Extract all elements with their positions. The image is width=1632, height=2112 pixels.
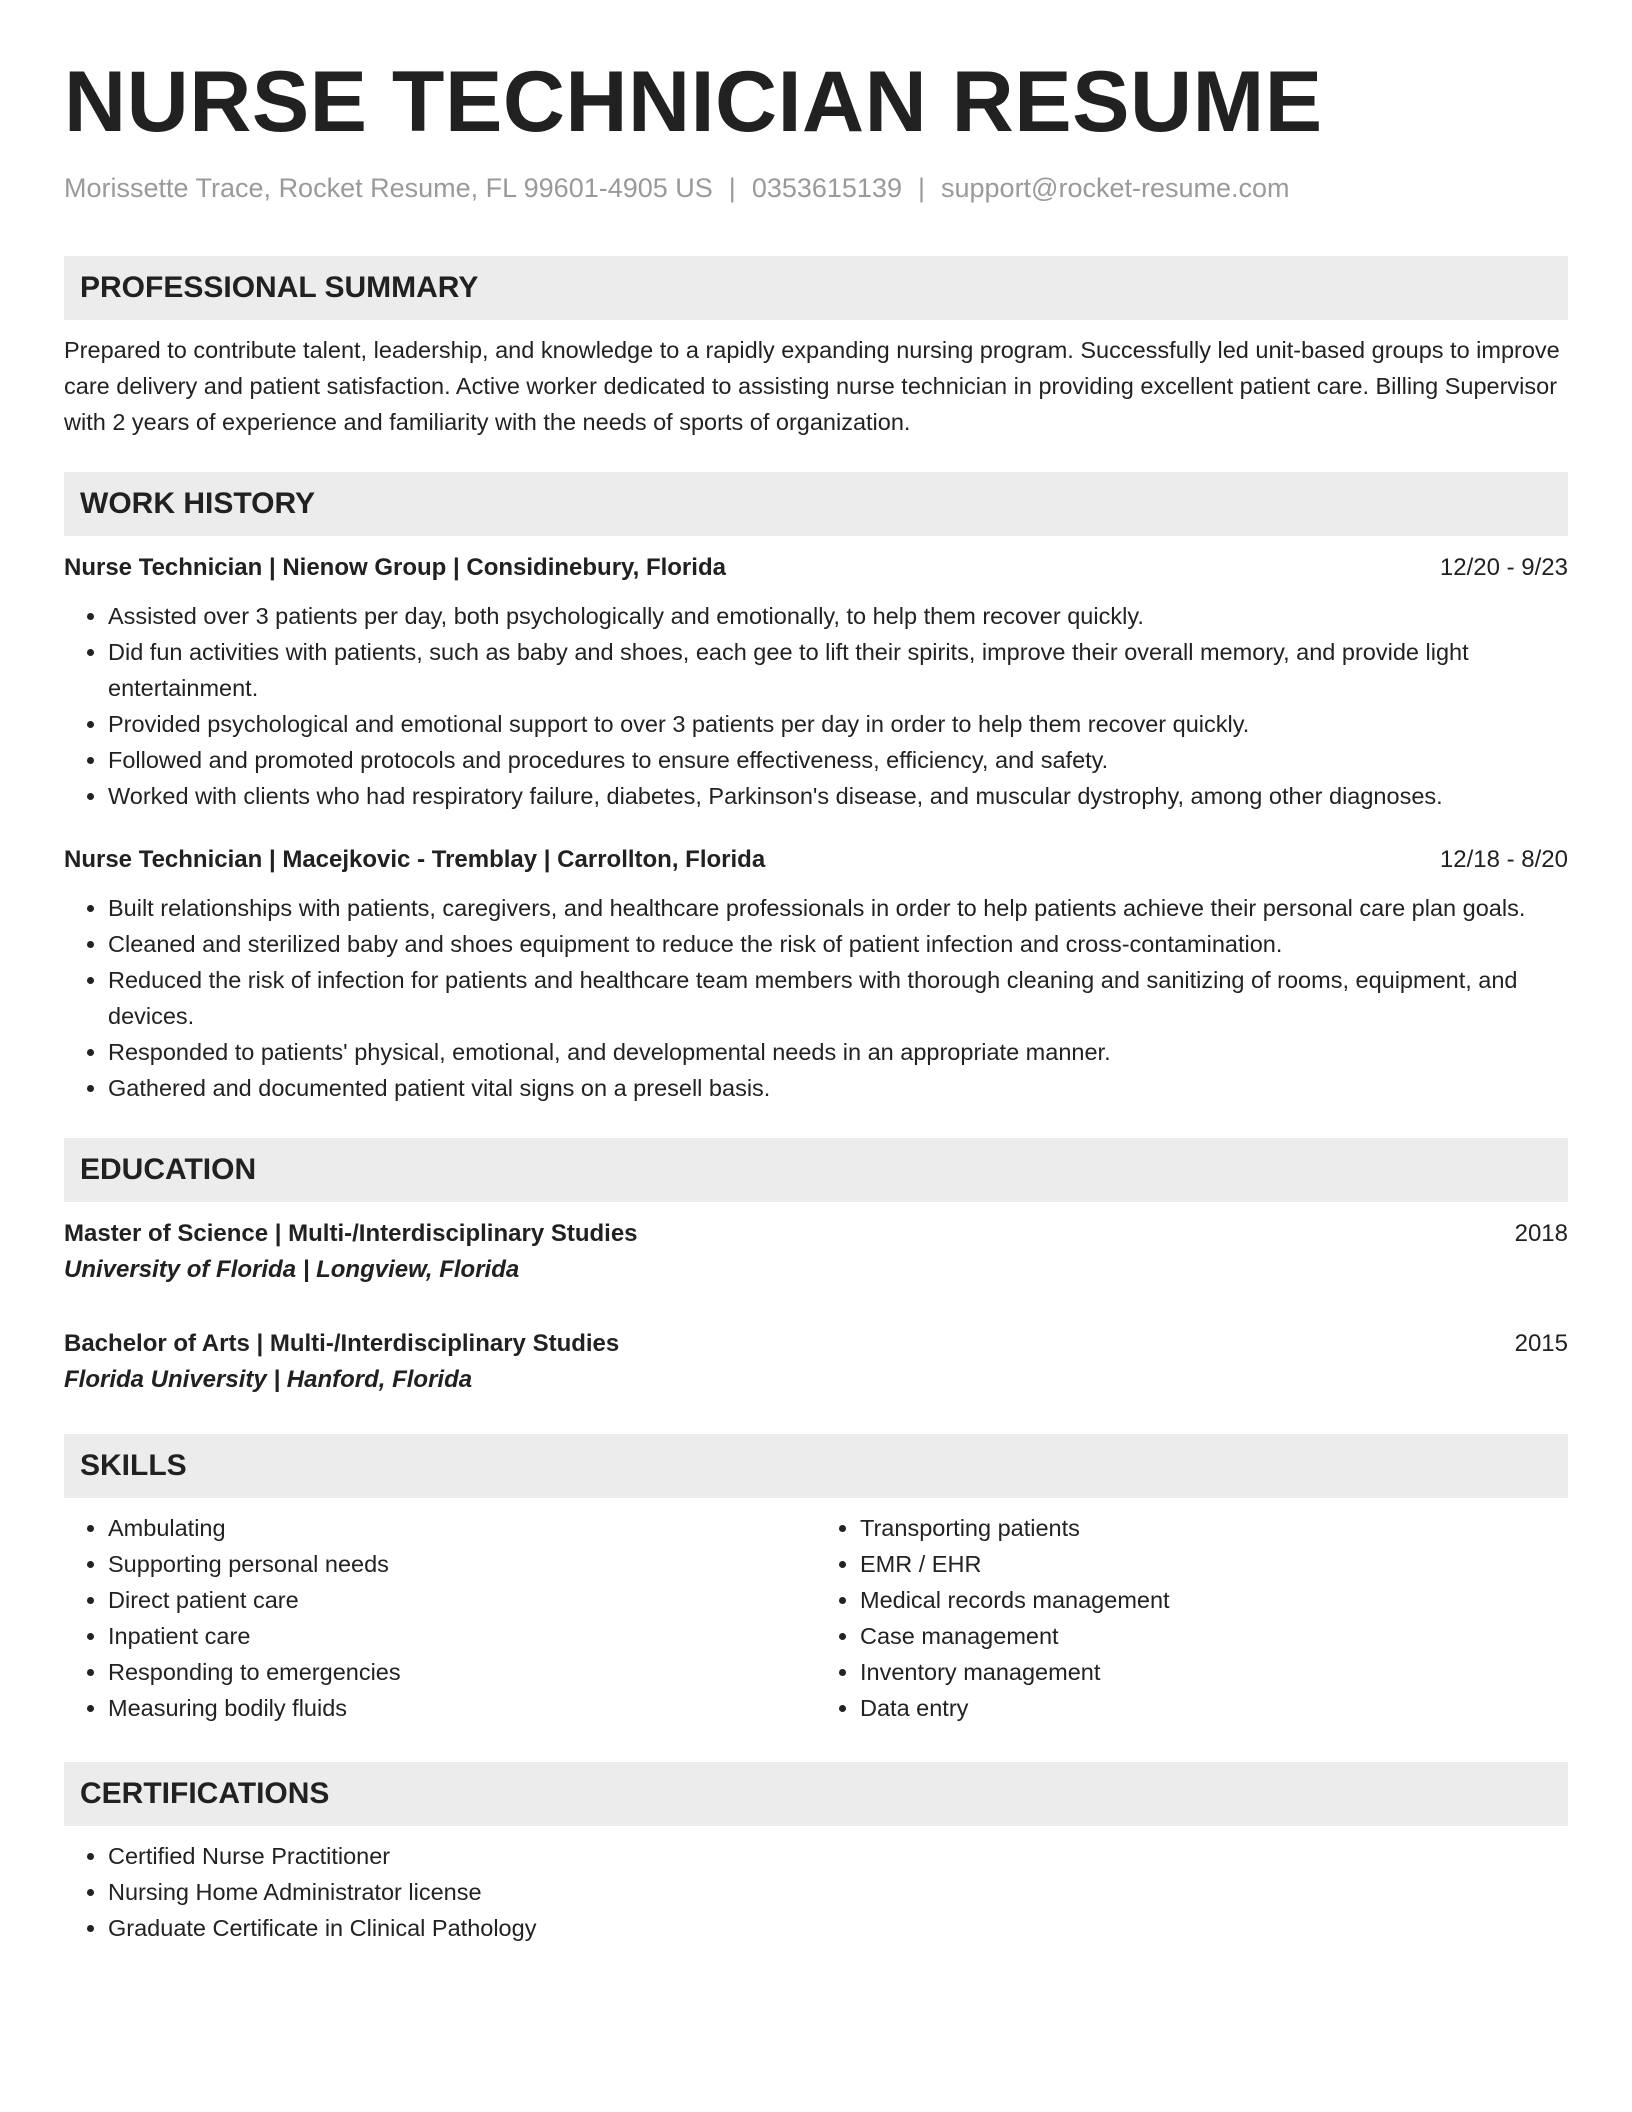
skill-item: • Inpatient care (108, 1618, 816, 1654)
education-entry (64, 1326, 1568, 1398)
education-school: Florida University | Hanford, Florida (64, 1366, 473, 1393)
certifications-section-header (64, 1762, 1568, 1826)
job-bullet: • Built relationships with patients, caregivers, and healthcare professionals in order to help patients achieve their personal care plan goals. (108, 890, 1568, 926)
skills-column-left (64, 1510, 816, 1726)
skill-item: • Case management (860, 1618, 1568, 1654)
job-bullet: • Gathered and documented patient vital signs on a presell basis. (108, 1070, 1568, 1106)
job-bullet: • Did fun activities with patients, such as baby and shoes, each gee to lift their spirits, improve their overall memory, and provide light entertainment. (108, 634, 1568, 706)
job-entry (64, 842, 1568, 1106)
certifications-heading: CERTIFICATIONS (80, 1777, 330, 1810)
summary-text: Prepared to contribute talent, leadership, and knowledge to a rapidly expanding nursing program. Successfully led unit-based groups to improve care delivery and patient satisfaction. Active worker dedicated to assisting nurse technician in providing excellent patient care. Billing Supervisor with 2 years of experience and familiarity with the needs of sports of organization. (64, 337, 1560, 435)
education-degree: Bachelor of Arts | Multi-/Interdisciplinary Studies (64, 1330, 620, 1357)
skill-item: • EMR / EHR (860, 1546, 1568, 1582)
job-bullet: • Provided psychological and emotional support to over 3 patients per day in order to help them recover quickly. (108, 706, 1568, 742)
skill-item: • Supporting personal needs (108, 1546, 816, 1582)
education-year: 2015 (1514, 1330, 1568, 1357)
education-section-header (64, 1138, 1568, 1202)
contact-phone: 0353615139 (751, 173, 902, 203)
skill-item: • Ambulating (108, 1510, 816, 1546)
certification-item: • Graduate Certificate in Clinical Pathology (108, 1910, 1568, 1946)
job-bullets (64, 598, 1568, 814)
certifications-list (64, 1838, 1568, 1946)
summary-heading: PROFESSIONAL SUMMARY (80, 271, 479, 304)
education-school: University of Florida | Longview, Florida (64, 1256, 520, 1283)
skill-item: • Transporting patients (860, 1510, 1568, 1546)
education-heading: EDUCATION (80, 1153, 257, 1186)
education-degree: Master of Science | Multi-/Interdisciplinary Studies (64, 1220, 638, 1247)
contact-separator: | (728, 173, 736, 203)
education-entry (64, 1216, 1568, 1288)
job-bullet: • Responded to patients' physical, emotional, and developmental needs in an appropriate manner. (108, 1034, 1568, 1070)
job-bullet: • Reduced the risk of infection for patients and healthcare team members with thorough cleaning and sanitizing of rooms, equipment, and devices. (108, 962, 1568, 1034)
skill-item: • Responding to emergencies (108, 1654, 816, 1690)
resume-title: NURSE TECHNICIAN RESUME (64, 54, 1323, 150)
contact-separator: | (917, 173, 925, 203)
skill-item: • Direct patient care (108, 1582, 816, 1618)
job-title: Nurse Technician | Nienow Group | Considinebury, Florida (64, 554, 726, 581)
work-section-header (64, 472, 1568, 536)
contact-line (64, 170, 1568, 206)
skill-item: • Measuring bodily fluids (108, 1690, 816, 1726)
skill-item: • Inventory management (860, 1654, 1568, 1690)
job-entry (64, 550, 1568, 814)
education-year: 2018 (1514, 1220, 1568, 1247)
certification-item: • Certified Nurse Practitioner (108, 1838, 1568, 1874)
summary-section-header (64, 256, 1568, 320)
job-bullet: • Worked with clients who had respiratory failure, diabetes, Parkinson's disease, and muscular dystrophy, among other diagnoses. (108, 778, 1568, 814)
job-bullet: • Cleaned and sterilized baby and shoes equipment to reduce the risk of patient infection and cross-contamination. (108, 926, 1568, 962)
skill-item: • Data entry (860, 1690, 1568, 1726)
contact-address: Morissette Trace, Rocket Resume, FL 99601-4905 US (64, 173, 713, 203)
certification-item: • Nursing Home Administrator license (108, 1874, 1568, 1910)
skills-list (64, 1510, 1568, 1726)
job-bullet: • Assisted over 3 patients per day, both psychologically and emotionally, to help them recover quickly. (108, 598, 1568, 634)
work-heading: WORK HISTORY (80, 487, 316, 520)
job-dates: 12/18 - 8/20 (1439, 846, 1568, 873)
job-dates: 12/20 - 9/23 (1439, 554, 1568, 581)
contact-email[interactable]: support@rocket-resume.com (941, 173, 1290, 203)
job-bullets (64, 890, 1568, 1106)
skills-heading: SKILLS (80, 1449, 187, 1482)
skills-column-right (816, 1510, 1568, 1726)
job-bullet: • Followed and promoted protocols and procedures to ensure effectiveness, efficiency, and safety. (108, 742, 1568, 778)
skills-section-header (64, 1434, 1568, 1498)
skill-item: • Medical records management (860, 1582, 1568, 1618)
job-title: Nurse Technician | Macejkovic - Tremblay | Carrollton, Florida (64, 846, 766, 873)
